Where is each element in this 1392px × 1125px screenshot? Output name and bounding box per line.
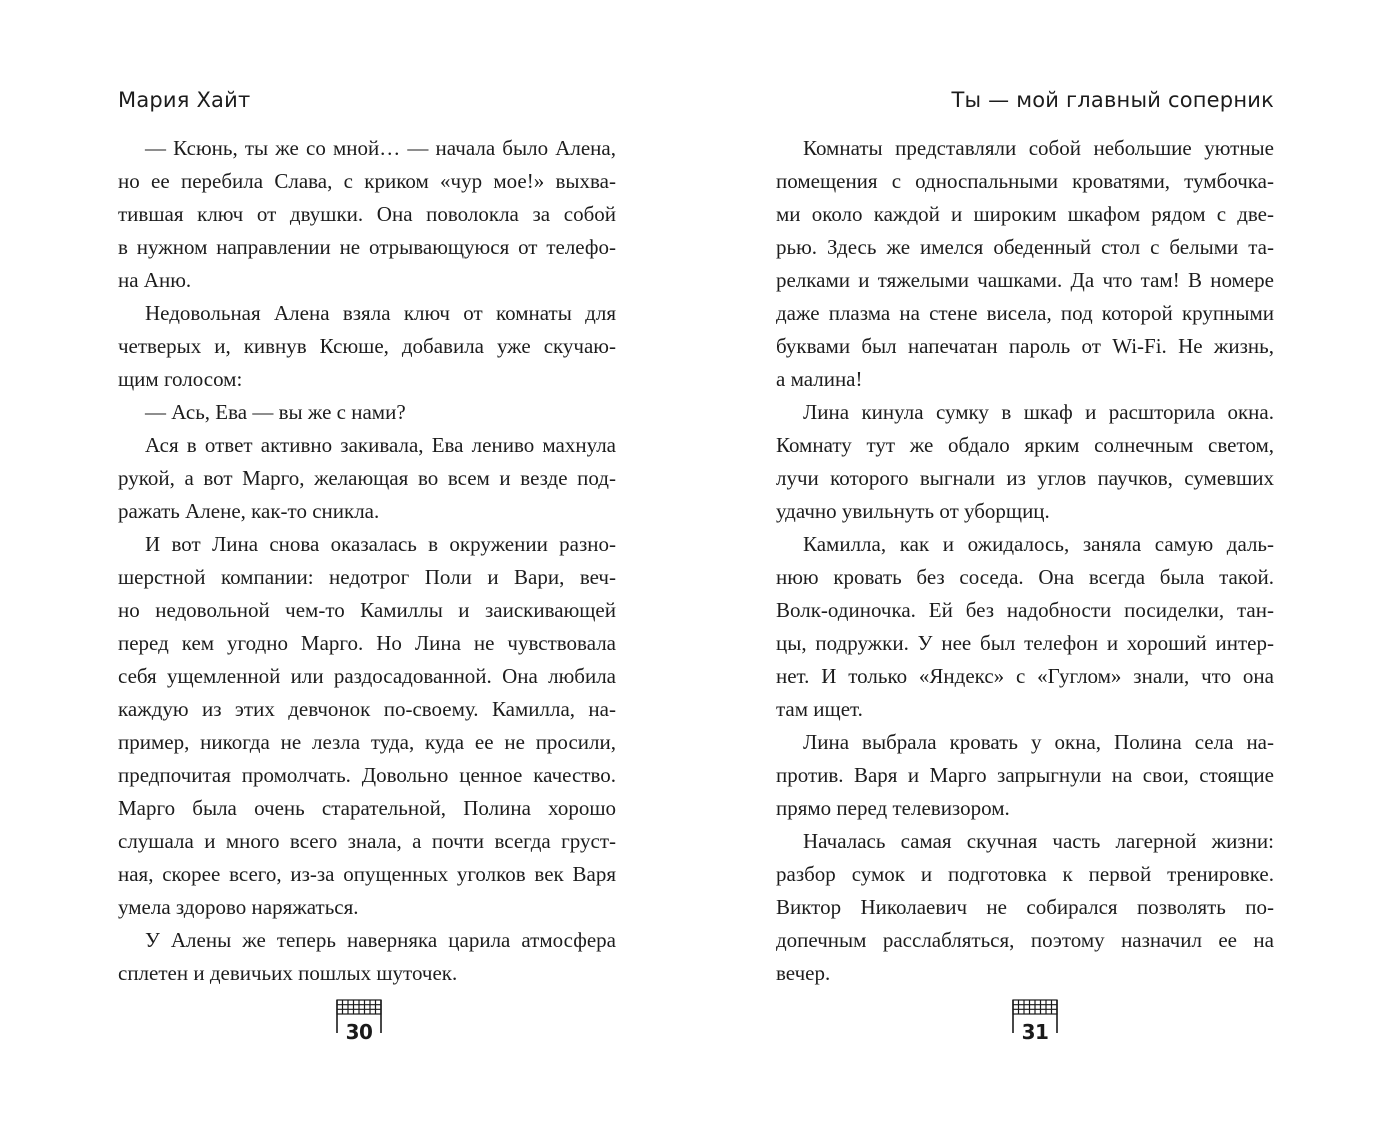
text-line: разбор сумок и подготовка к первой тренировке.	[776, 862, 1274, 886]
text-line: Камилла, как и ожидалось, заняла самую даль-	[803, 532, 1274, 556]
page-number-block	[1010, 998, 1060, 1048]
text-line: в нужном направлении не отрывающуюся от телефо-	[118, 235, 616, 259]
text-line: буквами был напечатан пароль от Wi-Fi. Не жизнь,	[776, 334, 1274, 358]
text-line: каждую из этих девчонок по-своему. Камилла, на-	[118, 697, 616, 721]
text-line: слушала и много всего знала, а почти всегда груст-	[118, 829, 616, 853]
text-line: Комнату тут же обдало ярким солнечным светом,	[776, 433, 1274, 457]
text-line: нет. И только «Яндекс» с «Гуглом» знали, что она	[776, 664, 1274, 688]
text-line: И вот Лина снова оказалась в окружении разно-	[145, 532, 616, 556]
text-line: пример, никогда не лезла туда, куда ее не просили,	[118, 730, 616, 754]
page-number: 31	[1021, 1020, 1049, 1044]
text-line: щим голосом:	[118, 367, 243, 391]
text-line: даже плазма на стене висела, под которой крупными	[776, 301, 1274, 325]
text-line: ная, скорее всего, из-за опущенных уголков век Варя	[118, 862, 616, 886]
body-text	[118, 132, 616, 990]
text-line: Лина выбрала кровать у окна, Полина села на-	[803, 730, 1274, 754]
page-number: 30	[345, 1020, 373, 1044]
text-line: У Алены же теперь наверняка царила атмосфера	[145, 928, 616, 952]
text-line: тившая ключ от двушки. Она поволокла за собой	[118, 202, 616, 226]
text-line: Комнаты представляли собой небольшие уютные	[803, 136, 1274, 160]
text-line: сплетен и девичьих пошлых шуточек.	[118, 961, 458, 985]
text-line: шерстной компании: недотрог Поли и Вари, веч-	[118, 565, 616, 589]
text-line: ми около каждой и широким шкафом рядом с две-	[776, 202, 1274, 226]
text-line: Виктор Николаевич не собирался позволять по-	[776, 895, 1274, 919]
text-line: допечным расслабляться, поэтому назначил ее на	[776, 928, 1274, 952]
text-line: — Ксюнь, ты же со мной… — начала было Алена,	[145, 136, 616, 160]
text-line: рью. Здесь же имелся обеденный стол с белыми та-	[776, 235, 1274, 259]
text-line: четверых и, кивнув Ксюше, добавила уже скучаю-	[118, 334, 616, 358]
text-line: умела здорово наряжаться.	[118, 895, 359, 919]
text-line: перед кем угодно Марго. Но Лина не чувствовала	[118, 631, 616, 655]
text-line: удачно увильнуть от уборщиц.	[776, 499, 1050, 523]
text-line: Марго была очень старательной, Полина хорошо	[118, 796, 616, 820]
text-line: рукой, а вот Марго, желающая во всем и везде под-	[118, 466, 616, 490]
text-line: а малина!	[776, 367, 863, 391]
text-line: лучи которого выгнали из углов паучков, сумевших	[776, 466, 1274, 490]
text-line: Началась самая скучная часть лагерной жизни:	[803, 829, 1274, 853]
text-line: против. Варя и Марго запрыгнули на свои, стоящие	[776, 763, 1274, 787]
text-line: цы, подружки. У нее был телефон и хороший интер-	[776, 631, 1274, 655]
text-line: помещения с односпальными кроватями, тумбочка-	[776, 169, 1274, 193]
text-line: там ищет.	[776, 697, 863, 721]
text-line: Ася в ответ активно закивала, Ева лениво махнула	[145, 433, 616, 457]
text-line: нюю кровать без соседа. Она всегда была такой.	[776, 565, 1274, 589]
text-line: — Ась, Ева — вы же с нами?	[145, 400, 406, 424]
text-line: ражать Алене, как-то сникла.	[118, 499, 380, 523]
text-line: но ее перебила Слава, с криком «чур мое!» выхва-	[118, 169, 616, 193]
body-text	[776, 132, 1274, 990]
running-head-author: Мария Хайт	[118, 88, 251, 112]
running-head-title: Ты — мой главный соперник	[951, 88, 1274, 112]
text-line: себя ущемленной или раздосадованной. Она любила	[118, 664, 616, 688]
text-line: Лина кинула сумку в шкаф и расшторила окна.	[803, 400, 1274, 424]
right-page	[696, 0, 1392, 1125]
text-line: вечер.	[776, 961, 831, 985]
text-line: предпочитая промолчать. Довольно ценное качество.	[118, 763, 616, 787]
text-line: прямо перед телевизором.	[776, 796, 1010, 820]
text-line: на Аню.	[118, 268, 192, 292]
text-line: Волк-одиночка. Ей без надобности посиделки, тан-	[776, 598, 1274, 622]
text-line: Недовольная Алена взяла ключ от комнаты для	[145, 301, 616, 325]
text-line: но недовольной чем-то Камиллы и заискивающей	[118, 598, 616, 622]
page-number-block	[334, 998, 384, 1048]
text-line: релками и тяжелыми чашками. Да что там! В номере	[776, 268, 1274, 292]
